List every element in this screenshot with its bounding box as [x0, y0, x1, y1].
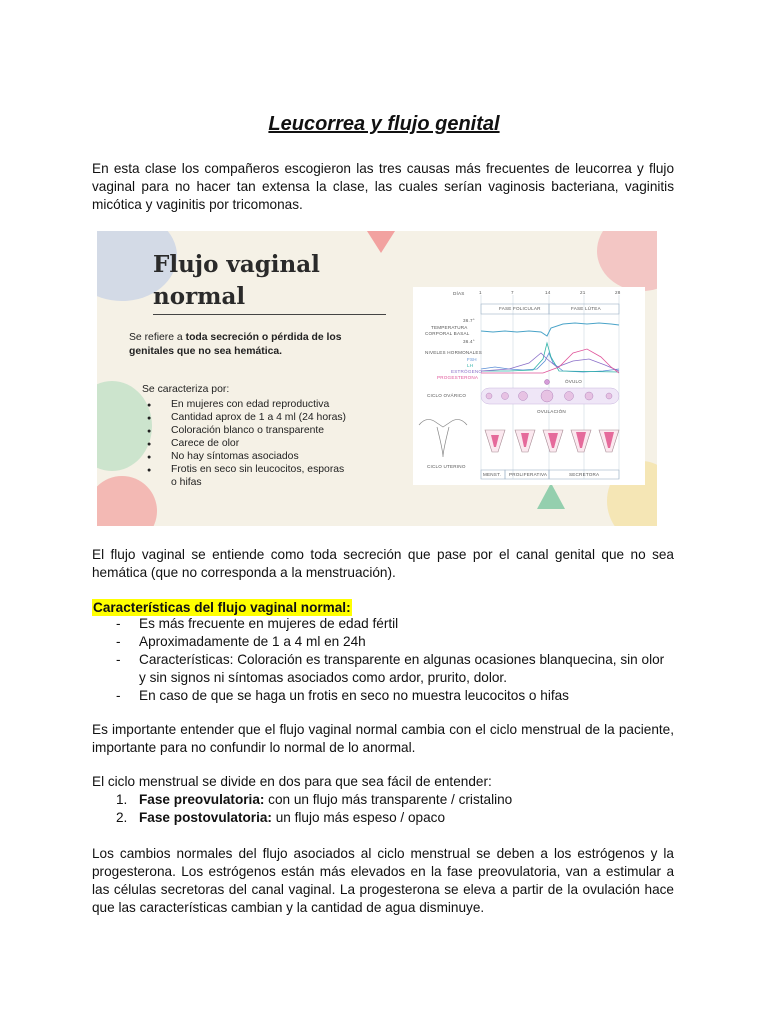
slide-bullet-item: ● Cantidad aprox de 1 a 4 ml (24 horas): [147, 411, 347, 424]
ciclo-ovarico-label: CICLO OVÁRICO: [427, 393, 467, 398]
list-item-text: Características: Coloración es transparente en algunas ocasiones blanquecina, sin olor y sin signos ni síntomas asociados como ardor, prurito, dolor.: [139, 652, 665, 685]
phases-list: [92, 791, 674, 827]
document-title: Leucorrea y flujo genital: [268, 113, 500, 135]
ciclo-uterino-label: CICLO UTERINO: [427, 464, 466, 469]
cycle-day-tick: 28: [615, 290, 621, 295]
phase-name: Fase postovulatoria:: [139, 810, 272, 825]
slide-bullet-item: ● Frotis en seco sin leucocitos, esporas o hifas: [147, 463, 347, 489]
characteristics-list: [92, 615, 674, 705]
list-item: [92, 651, 674, 687]
phase-number: 2.: [116, 810, 128, 825]
hormonal-changes-paragraph: Los cambios normales del flujo asociados al ciclo menstrual se deben a los estrógenos y la progesterona. Los estrógenos están más elevados en la fase preovulatoria, van a estimular a las células secretoras del canal vaginal. La progesterona se eleva a partir de la ovulación hace que las características cambian y la cantidad de agua disminuye.: [92, 846, 674, 915]
decorative-triangle-2: [537, 481, 567, 511]
dash-bullet: -: [116, 688, 121, 703]
slide-lead-plain: Se refiere a: [129, 332, 186, 343]
estrogeno-label: ESTRÓGENO: [451, 369, 483, 374]
list-item-text: Aproximadamente de 1 a 4 ml en 24h: [139, 634, 366, 649]
flujo-vaginal-slide-image: [97, 231, 657, 526]
dash-bullet: -: [116, 652, 121, 667]
phase-item: [92, 809, 674, 827]
secretora-label: SECRETORA: [569, 472, 600, 477]
cycle-day-tick: 14: [545, 290, 551, 295]
temp-low-label: 36.4°: [463, 339, 475, 344]
temperature-label: TEMPERATURA: [431, 325, 468, 330]
cycle-days-label: DÍAS: [453, 291, 465, 296]
slide-lead-text: [129, 331, 369, 359]
slide-title-line-1: Flujo vaginal: [153, 251, 320, 278]
slide-title: [153, 249, 320, 313]
characteristics-heading: Características del flujo vaginal normal:: [93, 600, 351, 615]
intro-paragraph: En esta clase los compañeros escogieron las tres causas más frecuentes de leucorrea y flujo vaginal para no hacer tan extensa la clase, las cuales serían vaginosis bacteriana, vaginitis micótica y vaginitis por tricomonas.: [92, 161, 674, 212]
list-item: [92, 687, 674, 705]
decorative-triangle: [367, 231, 397, 255]
phase-number: 1.: [116, 792, 128, 807]
list-item-text: Es más frecuente en mujeres de edad fértil: [139, 616, 399, 631]
temp-high-label: 36.7°: [463, 318, 475, 323]
dash-bullet: -: [116, 634, 121, 649]
lh-label: LH: [467, 363, 474, 368]
temperature-label-2: CORPORAL BASAL: [425, 331, 470, 336]
ovulo-label: ÓVULO: [565, 379, 583, 384]
phase-description: un flujo más espeso / opaco: [271, 810, 446, 825]
importance-paragraph: Es importante entender que el flujo vaginal normal cambia con el ciclo menstrual de la paciente, importante para no confundir lo normal de lo anormal.: [92, 722, 674, 755]
slide-title-line-2: normal: [153, 283, 246, 310]
slide-bullet-item: ● No hay síntomas asociados: [147, 450, 347, 463]
cycle-day-tick: 1: [479, 290, 482, 295]
proliferativa-label: PROLIFERATIVA: [509, 472, 548, 477]
fase-lutea-label: FASE LÚTEA: [571, 306, 601, 311]
slide-divider: [153, 314, 386, 315]
fsh-label: FSH: [467, 357, 477, 362]
dash-bullet: -: [116, 616, 121, 631]
slide-bullet-item: ● Carece de olor: [147, 437, 347, 450]
slide-bullet-item: ● Coloración blanco o transparente: [147, 424, 347, 437]
cycle-day-tick: 7: [511, 290, 514, 295]
cycle-day-tick: 21: [580, 290, 586, 295]
progesterona-label: PROGESTERONA: [437, 375, 479, 380]
slide-bullet-list: [147, 398, 347, 489]
list-item: [92, 633, 674, 651]
slide-subheading: Se caracteriza por:: [142, 384, 230, 395]
menst-label: MENST.: [483, 472, 502, 477]
list-item-text: En caso de que se haga un frotis en seco no muestra leucocitos o hifas: [139, 688, 569, 703]
slide-bullet-item: ● En mujeres con edad reproductiva: [147, 398, 347, 411]
ovulacion-label: OVULACIÓN: [537, 409, 566, 414]
menstrual-cycle-diagram: [413, 287, 645, 485]
cycle-intro-paragraph: El ciclo menstrual se divide en dos para que sea fácil de entender:: [92, 774, 492, 789]
list-item: [92, 615, 674, 633]
definition-paragraph: El flujo vaginal se entiende como toda secreción que pase por el canal genital que no sea hemática (que no corresponda a la menstruación).: [92, 547, 674, 580]
slide-lead-bold: toda secreción o pérdida de los genitales que no sea hemática.: [129, 332, 342, 357]
cycle-diagram-graphics: [413, 287, 645, 485]
phase-description: con un flujo más transparente / cristalino: [264, 792, 513, 807]
hormone-levels-label: NIVELES HORMONALES: [425, 350, 482, 355]
fase-folicular-label: FASE FOLICULAR: [499, 306, 541, 311]
phase-name: Fase preovulatoria:: [139, 792, 265, 807]
decorative-blob-pink: [597, 231, 657, 291]
phase-item: [92, 791, 674, 809]
